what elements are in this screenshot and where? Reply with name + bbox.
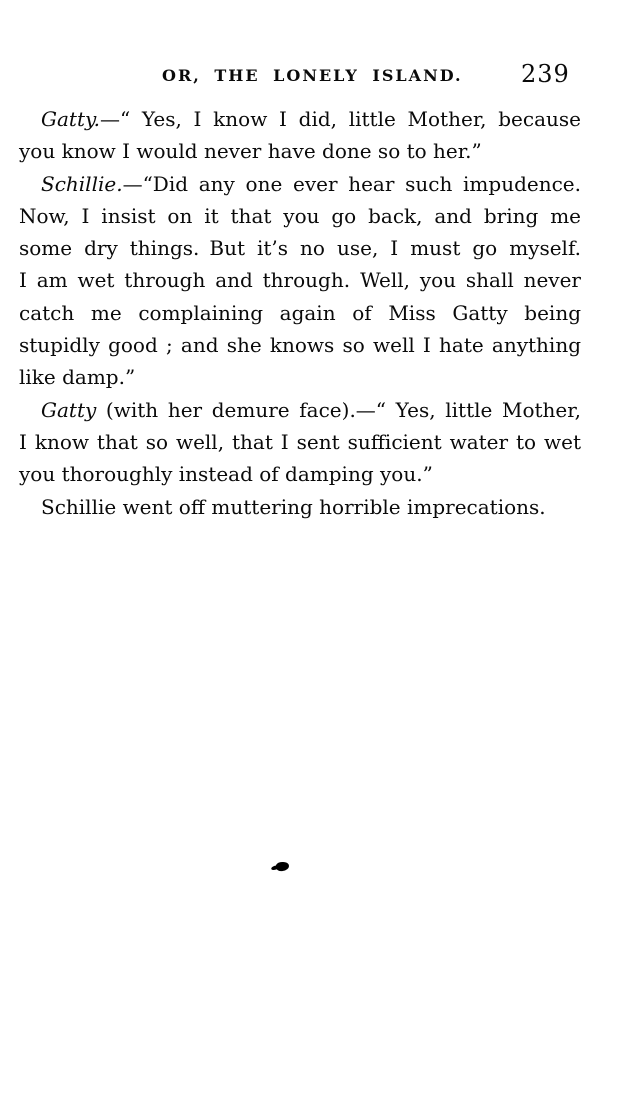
page-header xyxy=(0,0,630,95)
speaker-name: Gatty. xyxy=(41,107,100,131)
paragraph-4-line-1: Schillie went off muttering horrible imprecations. xyxy=(41,494,546,519)
text-body xyxy=(19,103,581,523)
paragraph-2-line-2: Now, I insist on it that you go back, and bring me xyxy=(19,203,581,228)
page-number: 239 xyxy=(521,60,570,88)
speaker-name: Schillie. xyxy=(41,171,123,196)
paragraph-2-line-5: catch me complaining again of Miss Gatty being xyxy=(19,300,581,325)
paragraph-2-line-6: stupidly good ; and she knows so well I hate anything xyxy=(19,333,581,358)
paragraph-1-line-1: Gatty.—“ Yes, I know I did, little Mother, because xyxy=(41,107,581,131)
paragraph-2-line-4: I am wet through and through. Well, you shall never xyxy=(19,268,581,293)
paragraph-2-line-1: Schillie.—“Did any one ever hear such impudence. xyxy=(41,171,581,196)
paragraph-1-line-2: you know I would never have done so to her.” xyxy=(19,139,482,164)
ink-blot-artifact xyxy=(276,861,290,871)
running-title: OR, THE LONELY ISLAND. xyxy=(162,66,463,85)
paragraph-3-line-2: I know that so well, that I sent sufficient water to wet xyxy=(19,429,581,454)
paragraph-3-line-3: you thoroughly instead of damping you.” xyxy=(19,462,433,487)
speaker-name: Gatty xyxy=(41,397,97,422)
paragraph-2-line-3: some dry things. But it’s no use, I must go myself. xyxy=(19,236,581,261)
paragraph-3-line-1: Gatty (with her demure face).—“ Yes, little Mother, xyxy=(41,397,581,422)
paragraph-2-line-7: like damp.” xyxy=(19,365,136,390)
